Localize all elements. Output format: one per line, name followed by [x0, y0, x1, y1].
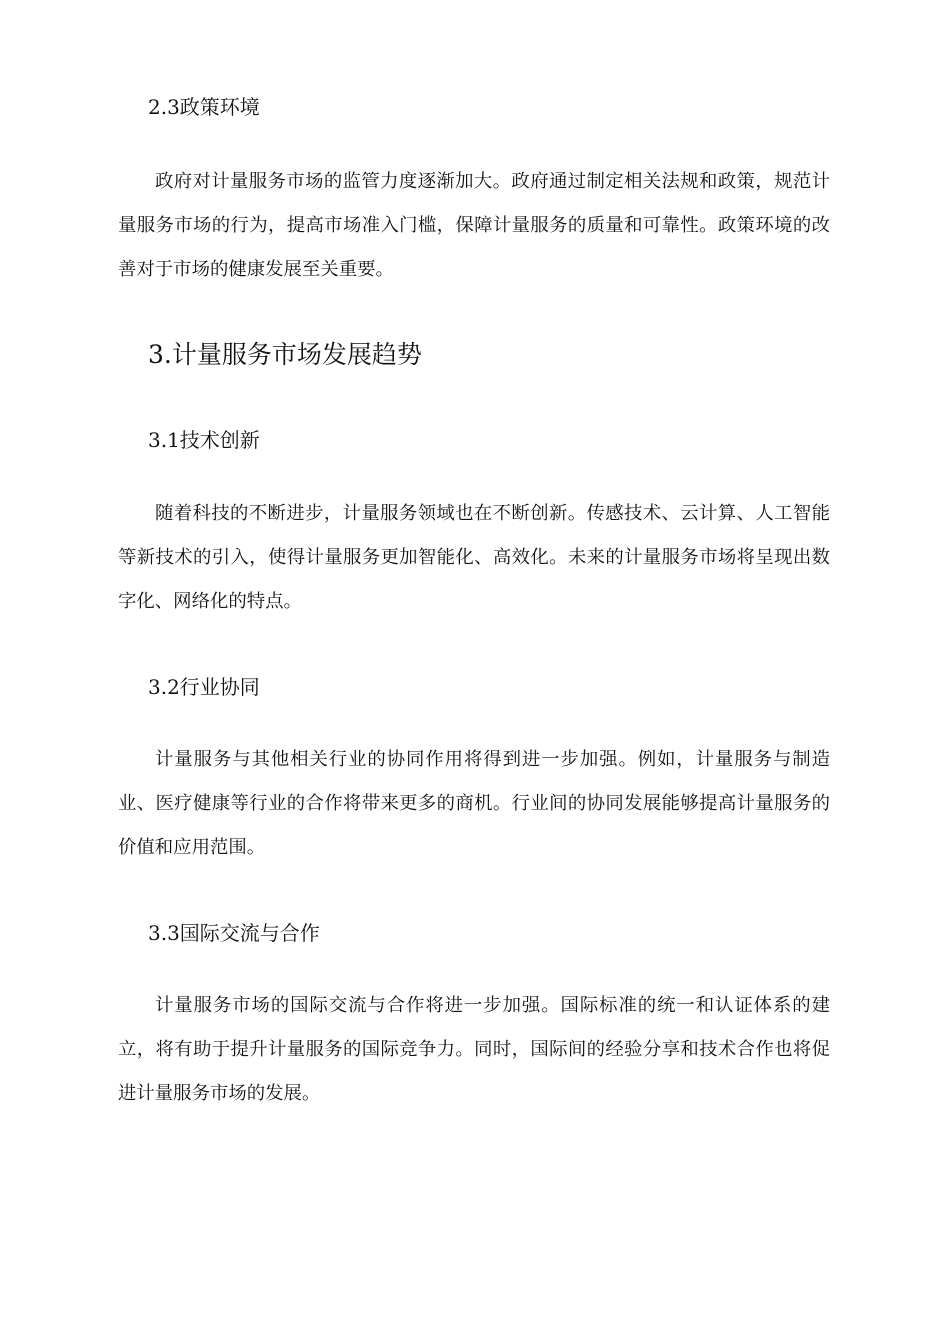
section-heading-3-3: 3.3国际交流与合作: [148, 921, 320, 945]
section-body-3-1: 随着科技的不断进步，计量服务领域也在不断创新。传感技术、云计算、人工智能等新技术的引入，使得计量服务更加智能化、高效化。未来的计量服务市场将呈现出数字化、网络化的特点。: [118, 503, 830, 612]
chapter-heading-3: 3.计量服务市场发展趋势: [148, 340, 422, 369]
section-body-2-3: 政府对计量服务市场的监管力度逐渐加大。政府通过制定相关法规和政策，规范计量服务市场的行为，提高市场准入门槛，保障计量服务的质量和可靠性。政策环境的改善对于市场的健康发展至关重要。: [118, 171, 830, 280]
section-body-3-2: 计量服务与其他相关行业的协同作用将得到进一步加强。例如，计量服务与制造业、医疗健康等行业的合作将带来更多的商机。行业间的协同发展能够提高计量服务的价值和应用范围。: [118, 749, 830, 858]
section-body-3-3: 计量服务市场的国际交流与合作将进一步加强。国际标准的统一和认证体系的建立，将有助于提升计量服务的国际竞争力。同时，国际间的经验分享和技术合作也将促进计量服务市场的发展。: [118, 995, 830, 1104]
section-heading-2-3: 2.3政策环境: [148, 95, 260, 119]
section-heading-3-1: 3.1技术创新: [148, 428, 260, 452]
section-heading-3-2: 3.2行业协同: [148, 675, 260, 699]
